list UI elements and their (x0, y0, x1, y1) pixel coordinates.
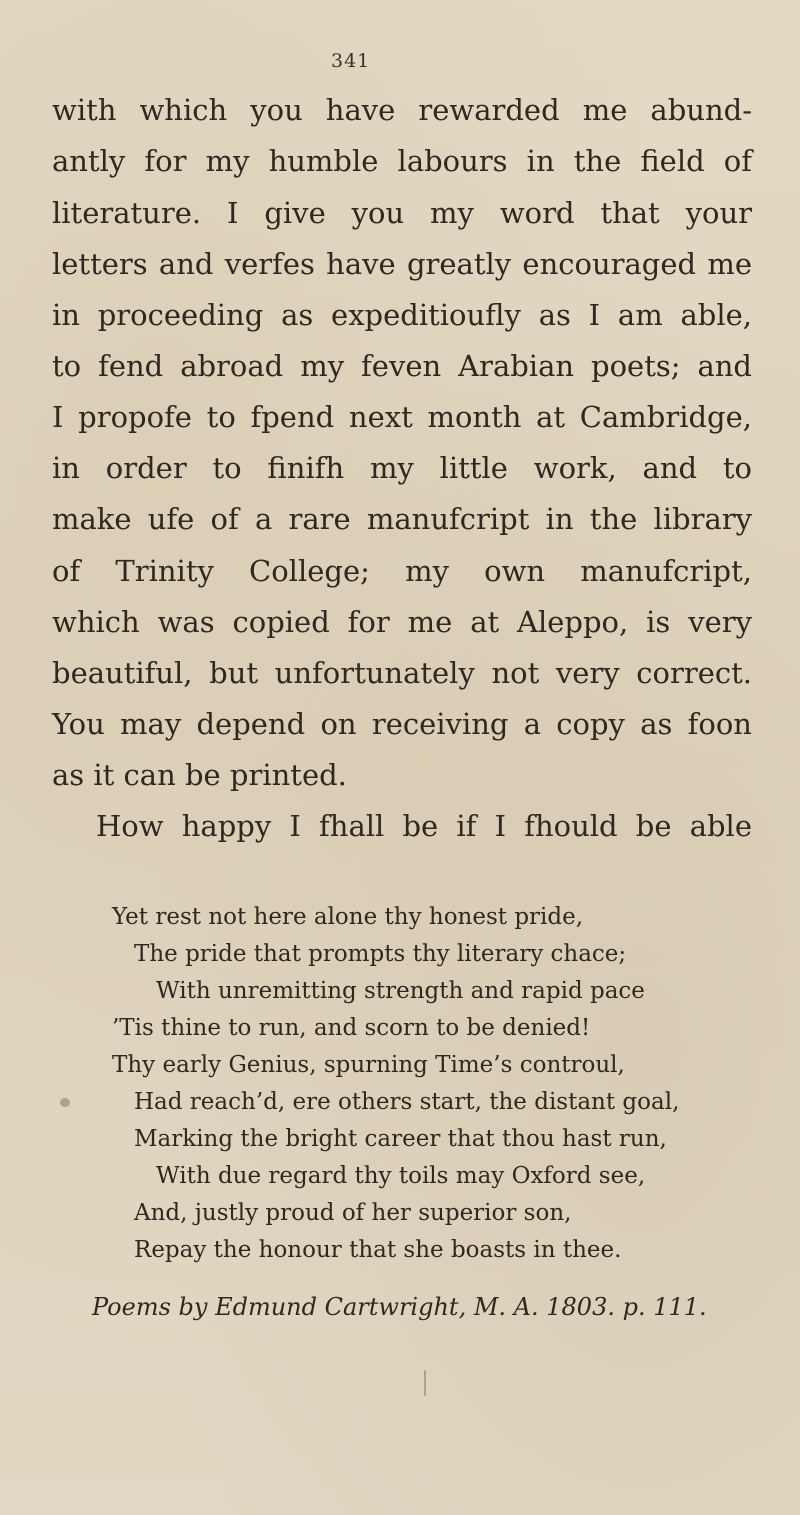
verse-line: And, justly proud of her superior son, (134, 1200, 572, 1226)
prose-line: in order to finifh my little work, and to (52, 451, 752, 485)
prose-line: antly for my humble labours in the field of (52, 144, 752, 178)
ink-spot (555, 210, 560, 215)
page-number: 341 (331, 50, 371, 72)
prose-line: beautiful, but unfortunately not very correct. (52, 656, 752, 690)
prose-line: You may depend on receiving a copy as foon (52, 707, 752, 741)
prose-line: I propofe to fpend next month at Cambridge, (52, 400, 752, 434)
prose-line: of Trinity College; my own manufcript, (52, 554, 752, 588)
verse-line: With due regard thy toils may Oxford see, (156, 1163, 646, 1189)
prose-line: in proceeding as expeditioufly as I am able, (52, 298, 752, 332)
prose-line: How happy I fhall be if I fhould be able (96, 809, 752, 843)
verse-line: With unremitting strength and rapid pace (156, 978, 645, 1004)
verse-line: ’Tis thine to run, and scorn to be denied! (112, 1015, 591, 1041)
citation: Poems by Edmund Cartwright, M. A. 1803. p. 111. (92, 1293, 707, 1321)
verse-line: Marking the bright career that thou hast run, (134, 1126, 667, 1152)
ink-spot (424, 1370, 426, 1396)
prose-line: with which you have rewarded me abund- (52, 93, 752, 127)
prose-line: which was copied for me at Aleppo, is very (52, 605, 752, 639)
prose-line: as it can be printed. (52, 758, 347, 792)
ink-spot (60, 1098, 70, 1107)
verse-line: Thy early Genius, spurning Time’s controul, (112, 1052, 625, 1078)
prose-line: make ufe of a rare manufcript in the library (52, 502, 752, 536)
verse-line: Had reach’d, ere others start, the distant goal, (134, 1089, 680, 1115)
prose-line: letters and verfes have greatly encouraged me (52, 247, 752, 281)
verse-line: Yet rest not here alone thy honest pride, (112, 904, 584, 930)
verse-line: Repay the honour that she boasts in thee. (134, 1237, 622, 1263)
prose-line: literature. I give you my word that your (52, 196, 752, 230)
verse-line: The pride that prompts thy literary chace; (134, 941, 627, 967)
prose-line: to fend abroad my feven Arabian poets; and (52, 349, 752, 383)
